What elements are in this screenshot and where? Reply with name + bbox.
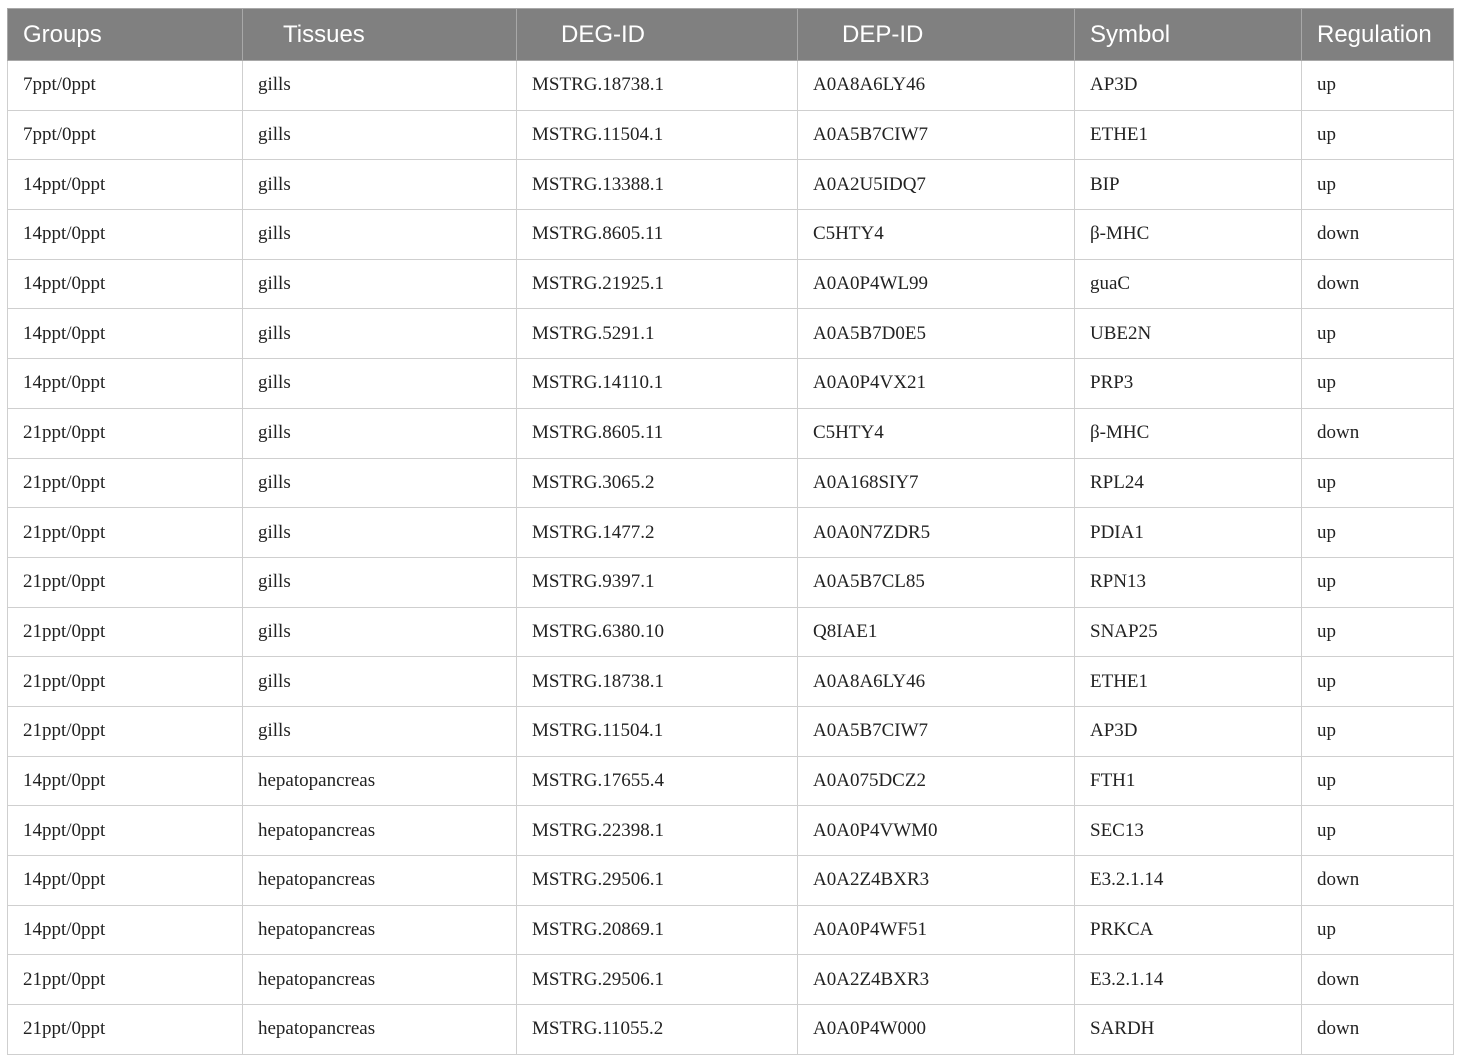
cell-tissues: gills xyxy=(243,657,517,707)
cell-groups: 14ppt/0ppt xyxy=(8,160,243,210)
table-row xyxy=(8,259,1454,309)
cell-dep-id: A0A075DCZ2 xyxy=(798,756,1075,806)
cell-tissues: gills xyxy=(243,706,517,756)
cell-deg-id: MSTRG.5291.1 xyxy=(517,309,798,359)
table-row xyxy=(8,955,1454,1005)
cell-regulation: up xyxy=(1302,706,1454,756)
cell-tissues: hepatopancreas xyxy=(243,1005,517,1055)
table-row xyxy=(8,309,1454,359)
table-row xyxy=(8,657,1454,707)
cell-tissues: gills xyxy=(243,607,517,657)
cell-dep-id: A0A0P4WF51 xyxy=(798,905,1075,955)
cell-regulation: down xyxy=(1302,408,1454,458)
cell-tissues: hepatopancreas xyxy=(243,955,517,1005)
cell-deg-id: MSTRG.13388.1 xyxy=(517,160,798,210)
cell-tissues: gills xyxy=(243,110,517,160)
cell-deg-id: MSTRG.6380.10 xyxy=(517,607,798,657)
cell-regulation: up xyxy=(1302,557,1454,607)
cell-dep-id: C5HTY4 xyxy=(798,210,1075,260)
cell-symbol: ETHE1 xyxy=(1075,657,1302,707)
cell-deg-id: MSTRG.18738.1 xyxy=(517,657,798,707)
cell-tissues: gills xyxy=(243,160,517,210)
cell-groups: 21ppt/0ppt xyxy=(8,557,243,607)
cell-regulation: up xyxy=(1302,806,1454,856)
cell-symbol: E3.2.1.14 xyxy=(1075,955,1302,1005)
cell-groups: 21ppt/0ppt xyxy=(8,607,243,657)
cell-groups: 21ppt/0ppt xyxy=(8,508,243,558)
table-row xyxy=(8,905,1454,955)
table-row xyxy=(8,557,1454,607)
cell-regulation: up xyxy=(1302,359,1454,409)
cell-symbol: SARDH xyxy=(1075,1005,1302,1055)
cell-dep-id: A0A0N7ZDR5 xyxy=(798,508,1075,558)
cell-dep-id: A0A5B7D0E5 xyxy=(798,309,1075,359)
cell-deg-id: MSTRG.1477.2 xyxy=(517,508,798,558)
cell-tissues: gills xyxy=(243,259,517,309)
cell-groups: 14ppt/0ppt xyxy=(8,259,243,309)
cell-dep-id: A0A8A6LY46 xyxy=(798,657,1075,707)
cell-tissues: gills xyxy=(243,508,517,558)
table-header xyxy=(8,9,1454,61)
table-body xyxy=(8,61,1454,1055)
deg-dep-table xyxy=(7,8,1454,1055)
cell-symbol: AP3D xyxy=(1075,61,1302,111)
cell-tissues: gills xyxy=(243,309,517,359)
header-deg-id: DEG-ID xyxy=(517,9,798,61)
cell-dep-id: A0A8A6LY46 xyxy=(798,61,1075,111)
cell-tissues: gills xyxy=(243,557,517,607)
cell-dep-id: A0A2U5IDQ7 xyxy=(798,160,1075,210)
table-row xyxy=(8,160,1454,210)
cell-regulation: up xyxy=(1302,309,1454,359)
cell-dep-id: A0A5B7CL85 xyxy=(798,557,1075,607)
cell-deg-id: MSTRG.11504.1 xyxy=(517,706,798,756)
cell-symbol: SEC13 xyxy=(1075,806,1302,856)
cell-groups: 14ppt/0ppt xyxy=(8,756,243,806)
table-row xyxy=(8,607,1454,657)
cell-tissues: hepatopancreas xyxy=(243,905,517,955)
table-row xyxy=(8,110,1454,160)
table-row xyxy=(8,408,1454,458)
cell-regulation: down xyxy=(1302,1005,1454,1055)
table-row xyxy=(8,61,1454,111)
table-row xyxy=(8,359,1454,409)
cell-symbol: RPL24 xyxy=(1075,458,1302,508)
table-row xyxy=(8,706,1454,756)
cell-groups: 21ppt/0ppt xyxy=(8,657,243,707)
cell-tissues: gills xyxy=(243,210,517,260)
table-row xyxy=(8,210,1454,260)
header-symbol: Symbol xyxy=(1075,9,1302,61)
cell-regulation: up xyxy=(1302,458,1454,508)
cell-symbol: SNAP25 xyxy=(1075,607,1302,657)
cell-symbol: UBE2N xyxy=(1075,309,1302,359)
cell-deg-id: MSTRG.18738.1 xyxy=(517,61,798,111)
header-tissues: Tissues xyxy=(243,9,517,61)
cell-tissues: gills xyxy=(243,458,517,508)
cell-symbol: β-MHC xyxy=(1075,408,1302,458)
cell-dep-id: A0A5B7CIW7 xyxy=(798,110,1075,160)
cell-regulation: down xyxy=(1302,259,1454,309)
cell-groups: 14ppt/0ppt xyxy=(8,210,243,260)
cell-deg-id: MSTRG.17655.4 xyxy=(517,756,798,806)
cell-dep-id: A0A2Z4BXR3 xyxy=(798,955,1075,1005)
cell-groups: 14ppt/0ppt xyxy=(8,359,243,409)
cell-deg-id: MSTRG.29506.1 xyxy=(517,856,798,906)
table-row xyxy=(8,806,1454,856)
cell-regulation: up xyxy=(1302,61,1454,111)
cell-groups: 21ppt/0ppt xyxy=(8,1005,243,1055)
cell-groups: 14ppt/0ppt xyxy=(8,856,243,906)
cell-symbol: RPN13 xyxy=(1075,557,1302,607)
table-row xyxy=(8,508,1454,558)
cell-groups: 21ppt/0ppt xyxy=(8,706,243,756)
cell-dep-id: A0A2Z4BXR3 xyxy=(798,856,1075,906)
cell-tissues: hepatopancreas xyxy=(243,806,517,856)
cell-groups: 14ppt/0ppt xyxy=(8,309,243,359)
cell-tissues: gills xyxy=(243,61,517,111)
cell-symbol: AP3D xyxy=(1075,706,1302,756)
cell-tissues: hepatopancreas xyxy=(243,856,517,906)
header-dep-id: DEP-ID xyxy=(798,9,1075,61)
cell-symbol: β-MHC xyxy=(1075,210,1302,260)
header-groups: Groups xyxy=(8,9,243,61)
table-row xyxy=(8,458,1454,508)
cell-groups: 21ppt/0ppt xyxy=(8,458,243,508)
cell-groups: 7ppt/0ppt xyxy=(8,61,243,111)
header-regulation: Regulation xyxy=(1302,9,1454,61)
cell-groups: 14ppt/0ppt xyxy=(8,806,243,856)
cell-regulation: up xyxy=(1302,607,1454,657)
cell-regulation: up xyxy=(1302,508,1454,558)
header-row xyxy=(8,9,1454,61)
cell-symbol: FTH1 xyxy=(1075,756,1302,806)
cell-regulation: up xyxy=(1302,110,1454,160)
cell-regulation: up xyxy=(1302,756,1454,806)
cell-deg-id: MSTRG.11055.2 xyxy=(517,1005,798,1055)
cell-dep-id: C5HTY4 xyxy=(798,408,1075,458)
table-row xyxy=(8,856,1454,906)
cell-groups: 14ppt/0ppt xyxy=(8,905,243,955)
cell-dep-id: A0A0P4VWM0 xyxy=(798,806,1075,856)
cell-regulation: down xyxy=(1302,856,1454,906)
cell-regulation: up xyxy=(1302,160,1454,210)
cell-deg-id: MSTRG.11504.1 xyxy=(517,110,798,160)
cell-regulation: up xyxy=(1302,905,1454,955)
cell-symbol: PDIA1 xyxy=(1075,508,1302,558)
cell-groups: 21ppt/0ppt xyxy=(8,408,243,458)
cell-symbol: ETHE1 xyxy=(1075,110,1302,160)
cell-tissues: gills xyxy=(243,359,517,409)
cell-deg-id: MSTRG.9397.1 xyxy=(517,557,798,607)
cell-deg-id: MSTRG.20869.1 xyxy=(517,905,798,955)
cell-dep-id: A0A0P4WL99 xyxy=(798,259,1075,309)
cell-dep-id: A0A168SIY7 xyxy=(798,458,1075,508)
cell-deg-id: MSTRG.8605.11 xyxy=(517,210,798,260)
cell-deg-id: MSTRG.29506.1 xyxy=(517,955,798,1005)
cell-tissues: gills xyxy=(243,408,517,458)
cell-dep-id: A0A5B7CIW7 xyxy=(798,706,1075,756)
cell-deg-id: MSTRG.14110.1 xyxy=(517,359,798,409)
cell-symbol: PRP3 xyxy=(1075,359,1302,409)
cell-regulation: up xyxy=(1302,657,1454,707)
cell-tissues: hepatopancreas xyxy=(243,756,517,806)
cell-regulation: down xyxy=(1302,955,1454,1005)
cell-groups: 7ppt/0ppt xyxy=(8,110,243,160)
cell-dep-id: A0A0P4VX21 xyxy=(798,359,1075,409)
cell-symbol: BIP xyxy=(1075,160,1302,210)
table-row xyxy=(8,1005,1454,1055)
cell-deg-id: MSTRG.22398.1 xyxy=(517,806,798,856)
cell-symbol: guaC xyxy=(1075,259,1302,309)
cell-dep-id: A0A0P4W000 xyxy=(798,1005,1075,1055)
data-table-container xyxy=(7,8,1453,1055)
cell-regulation: down xyxy=(1302,210,1454,260)
cell-symbol: PRKCA xyxy=(1075,905,1302,955)
cell-deg-id: MSTRG.8605.11 xyxy=(517,408,798,458)
cell-symbol: E3.2.1.14 xyxy=(1075,856,1302,906)
table-row xyxy=(8,756,1454,806)
cell-dep-id: Q8IAE1 xyxy=(798,607,1075,657)
cell-deg-id: MSTRG.21925.1 xyxy=(517,259,798,309)
cell-groups: 21ppt/0ppt xyxy=(8,955,243,1005)
cell-deg-id: MSTRG.3065.2 xyxy=(517,458,798,508)
